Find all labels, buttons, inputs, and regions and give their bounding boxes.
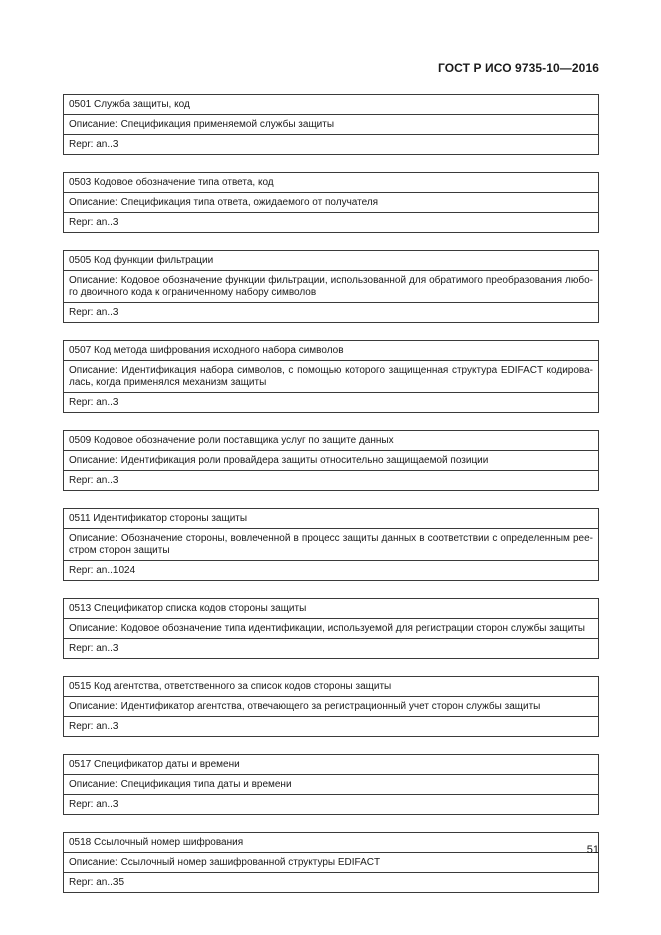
page-number: 51: [586, 844, 599, 856]
entry-description: Описание: Идентификатор агентства, отвечающего за регистрационный учет сторон службы защиты: [64, 696, 598, 716]
entry-title: 0518 Ссылочный номер шифрования: [69, 837, 244, 848]
entry-description: Описание: Спецификация типа даты и времени: [64, 774, 598, 794]
data-element-entry: [63, 250, 599, 323]
data-element-entry: [63, 94, 599, 155]
entry-representation: Repr: an..3: [64, 716, 598, 736]
entry-description: Описание: Спецификация типа ответа, ожидаемого от получателя: [64, 192, 598, 212]
entry-title: 0517 Спецификатор даты и времени: [69, 759, 240, 770]
entry-description: Описание: Кодовое обозначение функции фильтрации, использованной для обратимого преобразования любо-го двоичного кода к ограниченному набору символов: [64, 270, 598, 302]
data-element-entry: [63, 172, 599, 233]
entry-description: Описание: Ссылочный номер зашифрованной структуры EDIFACT: [64, 852, 598, 872]
entry-representation: Repr: an..3: [64, 470, 598, 490]
data-element-entry: [63, 832, 599, 893]
entry-title: 0515 Код агентства, ответственного за список кодов стороны защиты: [69, 681, 392, 692]
entry-title: 0513 Спецификатор списка кодов стороны защиты: [69, 603, 307, 614]
entry-representation: Repr: an..1024: [64, 560, 598, 580]
entry-description: Описание: Идентификация набора символов, с помощью которого защищенная структура EDIFACT кодирова-лась, когда применялся механизм защиты: [64, 360, 598, 392]
data-element-entry: [63, 676, 599, 737]
entry-description: Описание: Кодовое обозначение типа идентификации, используемой для регистрации сторон службы защиты: [64, 618, 598, 638]
entry-title: 0505 Код функции фильтрации: [69, 255, 214, 266]
entry-representation: Repr: an..3: [64, 638, 598, 658]
entry-title: 0507 Код метода шифрования исходного набора символов: [69, 345, 344, 356]
entry-representation: Repr: an..3: [64, 212, 598, 232]
data-element-entry: [63, 754, 599, 815]
entry-description: Описание: Обозначение стороны, вовлеченной в процесс защиты данных в соответствии с определенным рее-стром сторон защиты: [64, 528, 598, 560]
data-element-entry: [63, 508, 599, 581]
document-standard-header: ГОСТ Р ИСО 9735-10—2016: [437, 61, 599, 75]
entry-representation: Repr: an..3: [64, 134, 598, 154]
entry-representation: Repr: an..3: [64, 302, 598, 322]
data-element-list: [63, 94, 599, 893]
entry-representation: Repr: an..3: [64, 794, 598, 814]
entry-representation: Repr: an..3: [64, 392, 598, 412]
entry-title: 0503 Кодовое обозначение типа ответа, код: [69, 177, 274, 188]
entry-title: 0501 Служба защиты, код: [69, 99, 190, 110]
entry-description: Описание: Идентификация роли провайдера защиты относительно защищаемой позиции: [64, 450, 598, 470]
data-element-entry: [63, 598, 599, 659]
entry-representation: Repr: an..35: [64, 872, 598, 892]
data-element-entry: [63, 340, 599, 413]
entry-title: 0511 Идентификатор стороны защиты: [69, 513, 248, 524]
data-element-entry: [63, 430, 599, 491]
entry-description: Описание: Спецификация применяемой службы защиты: [64, 114, 598, 134]
entry-title: 0509 Кодовое обозначение роли поставщика услуг по защите данных: [69, 435, 394, 446]
